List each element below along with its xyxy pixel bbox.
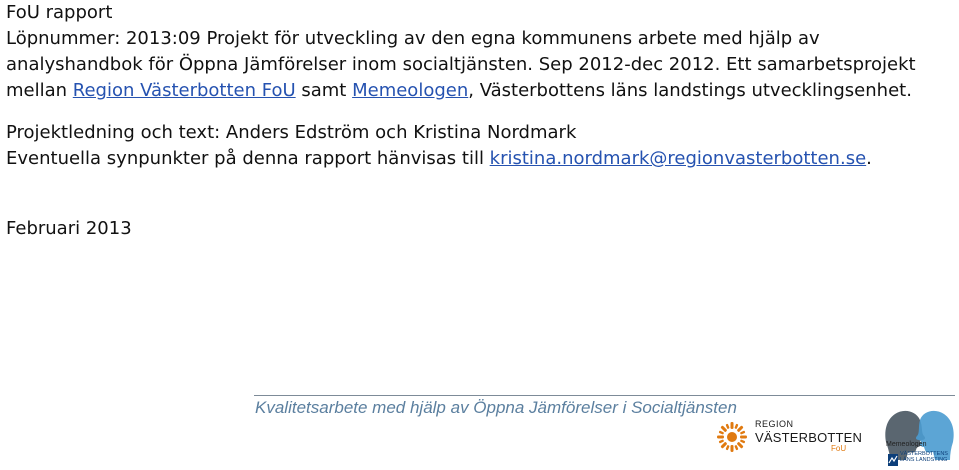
region-vasterbotten-fou-link[interactable]: Region Västerbotten FoU bbox=[72, 80, 296, 101]
description-text-part3: , Västerbottens läns landstings utvecklingsenhet. bbox=[468, 80, 912, 101]
document-body bbox=[6, 0, 954, 242]
contact-period: . bbox=[866, 148, 872, 169]
region-logo-wordmark bbox=[755, 420, 862, 453]
landsting-line1: VÄSTERBOTTENS bbox=[900, 451, 948, 457]
footer-title: Kvalitetsarbete med hjälp av Öppna Jämförelser i Socialtjänsten bbox=[255, 398, 737, 417]
report-date: Februari 2013 bbox=[6, 218, 132, 239]
report-title: FoU rapport bbox=[6, 2, 113, 23]
landsting-emblem-icon bbox=[888, 454, 898, 466]
authors-line: Projektledning och text: Anders Edström och Kristina Nordmark bbox=[6, 122, 577, 143]
landsting-wordmark bbox=[900, 451, 948, 463]
region-logo-big: VÄSTERBOTTEN bbox=[755, 430, 863, 445]
description-text-part1: Löpnummer: 2013:09 Projekt för utveckling av den egna kommunens arbete med hjälp av analyshandbok för Öppna Jämförelser inom socialtjänsten. Sep 2012-dec 2012. Ett samarbetsprojekt mellan bbox=[6, 28, 916, 101]
memeologen-link[interactable]: Memeologen bbox=[352, 80, 469, 101]
sun-emblem-icon bbox=[715, 420, 749, 454]
description-text-part2: samt bbox=[295, 80, 353, 101]
contact-email-link[interactable]: kristina.nordmark@regionvasterbotten.se bbox=[489, 148, 867, 169]
memeologen-label: Memeologen bbox=[886, 441, 927, 448]
region-logo-fou: FoU bbox=[831, 444, 847, 453]
contact-text: Eventuella synpunkter på denna rapport hänvisas till bbox=[6, 148, 490, 169]
landsting-line2: LÄNS LANDSTING bbox=[900, 457, 948, 463]
region-logo-small: REGION bbox=[755, 419, 794, 429]
footer-divider bbox=[254, 395, 955, 396]
region-vasterbotten-logo bbox=[715, 418, 875, 458]
landsting-logo bbox=[888, 451, 958, 465]
report-description bbox=[6, 26, 954, 104]
contact-line bbox=[6, 146, 954, 172]
